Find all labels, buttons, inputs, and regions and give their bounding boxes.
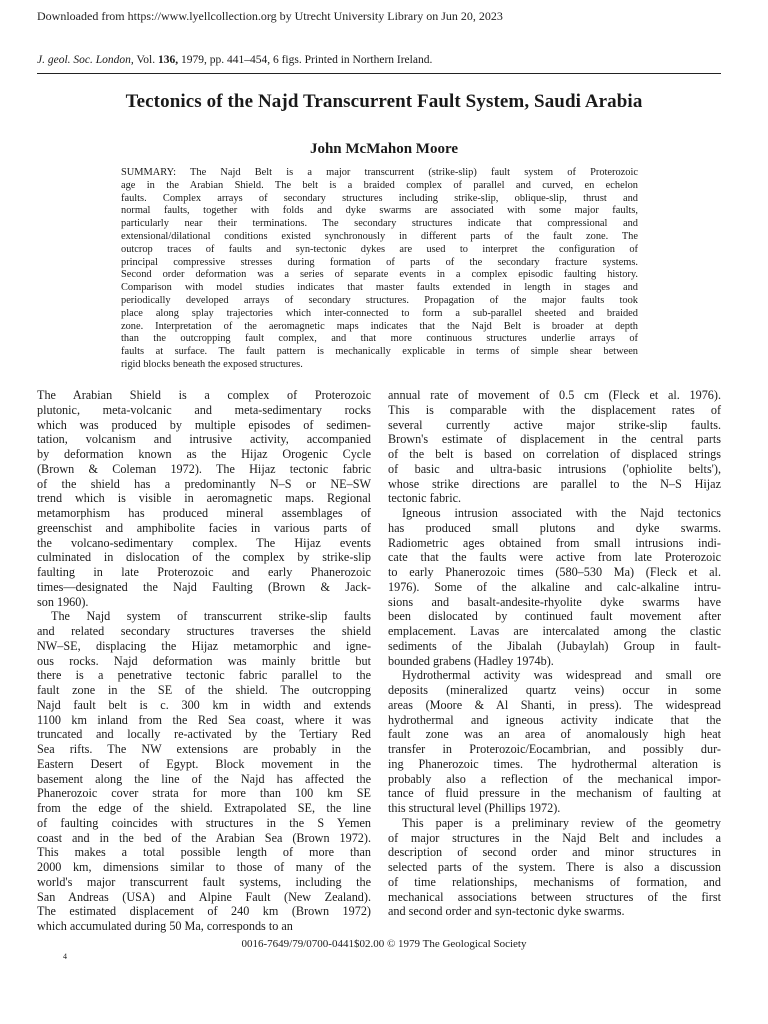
right-column-line: mechanical associations between structures of the first: [388, 889, 721, 904]
left-column-line: culminated in dislocation of the complex by strike-slip: [37, 550, 371, 565]
right-column-line: cate that the faults were active from late Proterozoic: [388, 550, 721, 565]
right-column-line: deposits (mineralized quartz veins) occur in some: [388, 683, 721, 697]
right-column-line: ing Phanerozoic times. The hydrothermal alteration is: [388, 756, 721, 771]
right-column-line: Igneous intrusion associated with the Najd tectonics: [402, 506, 721, 520]
left-column-line: greenschist and amphibolite facies in various parts of: [37, 520, 371, 535]
left-column-line: (Brown & Coleman 1972). The Hijaz tectonic fabric: [37, 461, 371, 476]
left-column-line: metamorphism has produced mineral assemblages of: [37, 506, 371, 520]
article-title: Tectonics of the Najd Transcurrent Fault System, Saudi Arabia: [125, 91, 643, 112]
left-column-line: there is a penetrative tectonic fabric parallel to the: [37, 668, 371, 683]
right-column-line: of basic and ultra-basic intrusions ('ophiolite belts'),: [388, 461, 721, 476]
right-column-line: 1976). Some of the alkaline and calc-alkaline intru-: [388, 579, 721, 594]
summary-line: rigid blocks beneath the exposed structures.: [121, 358, 303, 370]
summary-line: Comparison with model studies indicates that master faults extended in length in stages and: [121, 282, 638, 294]
summary-line: principal compressive stresses during formation of parts of the secondary fracture systems.: [121, 256, 638, 268]
right-column-line: been dislocated by continued fault movement after: [388, 609, 721, 624]
download-notice: Downloaded from https://www.lyellcollection.org by Utrecht University Library on Jun 20, 2023: [37, 9, 503, 23]
summary-line: particularly near their terminations. The secondary structures indicate that compressional and: [121, 218, 638, 230]
summary-block: [121, 167, 638, 372]
journal-citation: [37, 54, 432, 66]
summary-line: than the outcropping fault complex, and that more continuous structures underlie arrays of: [121, 333, 638, 345]
left-column-line: of faulting coincides with structures in the S Yemen: [37, 815, 371, 830]
author-name: John McMahon Moore: [309, 141, 459, 157]
left-column-line: Najd fault belt is c. 300 km in width and extends: [37, 697, 371, 712]
right-column-line: whose strike directions are parallel to the N–S Hijaz: [388, 476, 721, 491]
right-column-line: of time relationships, mechanisms of formation, and: [388, 874, 721, 889]
header-rule: [37, 73, 721, 74]
right-column-line: selected parts of the system. There is also a discussion: [388, 860, 721, 874]
summary-line: place along splay trajectories which inter-connected to form a sub-parallel sheeted and braided: [121, 307, 638, 319]
right-column-line: Radiometric ages obtained from small intrusions indi-: [388, 535, 721, 550]
left-column-line: fault zone in the SE of the shield. The outcropping: [37, 683, 371, 697]
right-column-line: to early Phanerozoic times (580–530 Ma) (Fleck et al.: [388, 565, 721, 579]
left-column-line: The estimated displacement of 240 km (Brown 1972): [37, 904, 371, 919]
left-column-line: faulting in late Proterozoic and early Phanerozoic: [37, 565, 371, 579]
summary-line: outcrop traces of faults and syn-tectonic dykes are used to interpret the configuration of: [121, 243, 638, 255]
left-column-line: the volcano-sedimentary complex. The Hijaz events: [37, 535, 371, 550]
left-column-line: world's major transcurrent fault systems, including the: [37, 874, 371, 889]
right-column-line: annual rate of movement of 0.5 cm (Fleck et al. 1976).: [388, 388, 721, 402]
left-column-line: by deformation known as the Hijaz Orogenic Cycle: [37, 447, 371, 461]
right-column-line: bounded grabens (Hadley 1974b).: [388, 653, 554, 668]
left-column-line: times—designated the Najd Faulting (Brown & Jack-: [37, 579, 371, 594]
right-column-line: sions and basalt-andesite-rhyolite dyke swarms have: [388, 594, 721, 609]
left-column-line: from the edge of the shield. Extrapolated SE, the line: [37, 801, 371, 815]
right-column-line: tectonic fabric.: [388, 491, 462, 506]
left-column-line: tation, volcanism and intrusive activity, accompanied: [37, 432, 371, 447]
right-column-line: probably also a reflection of the mechanical impor-: [388, 771, 721, 786]
left-column-line: basement along the line of the Najd has affected the: [37, 771, 371, 786]
summary-line: faults. Complex arrays of secondary structures including strike-slip, oblique-slip, thrust and: [121, 192, 638, 204]
right-column-line: hydrothermal and igneous activity indicate that the: [388, 712, 721, 727]
right-column-line: of major structures in the Najd Belt and includes a: [388, 830, 721, 845]
left-column-line: ous rocks. Najd deformation was mainly brittle but: [37, 653, 371, 668]
summary-line: normal faults, together with folds and dyke swarms are associated with some major faults,: [121, 205, 638, 217]
right-column-line: sediments of the Jibalah (Jubaylah) Group in fault-: [388, 638, 721, 653]
page-number: 4: [63, 952, 67, 961]
right-column-line: Brown's estimate of displacement in the central parts: [388, 432, 721, 447]
right-column-line: has produced small plutons and dyke swarms.: [388, 520, 721, 535]
left-column-line: Phanerozoic cover strata for more than 100 km SE: [37, 786, 371, 801]
citation-details: 1979, pp. 441–454, 6 figs. Printed in Northern Ireland.: [178, 54, 433, 66]
left-column-line: Eastern Desert of Egypt. Block movement in the: [37, 756, 371, 771]
left-column-line: trend which is visible in aeromagnetic maps. Regional: [37, 491, 371, 506]
left-column-line: which was produced by multiple episodes of sedimen-: [37, 417, 371, 432]
left-column-line: and related secondary structures traverses the shield: [37, 624, 371, 638]
left-column-line: of the shield has a predominantly N–S or NE–SW: [37, 476, 371, 491]
summary-line: zone. Interpretation of the aeromagnetic maps indicates that the Najd Belt is broader at depth: [121, 320, 638, 332]
summary-line: faults at surface. The fault pattern is mechanically explicable in terms of simple shear between: [121, 346, 638, 358]
left-column-line: coast and in the bed of the Arabian Sea (Brown 1972).: [37, 830, 371, 845]
copyright-footer: 0016-7649/79/0700-0441$02.00 © 1979 The Geological Society: [241, 938, 527, 950]
right-column-line: this structural level (Phillips 1972).: [388, 801, 561, 815]
left-column-line: The Arabian Shield is a complex of Proterozoic: [37, 388, 371, 402]
summary-line: SUMMARY: The Najd Belt is a major transcurrent (strike-slip) fault system of Proterozoic: [121, 167, 638, 178]
right-column-line: tance of fluid pressure in the mechanism of faulting at: [388, 786, 721, 801]
right-column-line: description of second order and minor structures in: [388, 845, 721, 860]
summary-line: Second order deformation was a series of separate events in a complex episodic faulting history.: [121, 269, 638, 281]
left-column: [37, 388, 371, 934]
left-column-line: son 1960).: [37, 594, 89, 609]
right-column-line: emplacement. Lavas are intercalated among the clastic: [388, 624, 721, 638]
right-column-line: This paper is a preliminary review of the geometry: [402, 815, 721, 830]
right-column-line: fault zone was an area of anomalously high heat: [388, 727, 721, 742]
left-column-line: which accumulated during 50 Ma, corresponds to an: [37, 919, 293, 933]
left-column-line: San Andreas (USA) and Alpine Fault (New Zealand).: [37, 889, 371, 904]
left-column-line: plutonic, meta-volcanic and meta-sedimentary rocks: [37, 402, 371, 417]
summary-line: age in the Arabian Shield. The belt is a braided complex of parallel and curved, en echelon: [121, 179, 638, 191]
summary-line: extensional/dilational conditions existed synchronously in different parts of the fault zone. The: [121, 230, 638, 242]
summary-line: periodically developed arrays of secondary structures. Propagation of the major faults took: [121, 294, 638, 306]
left-column-line: 1100 km inland from the Red Sea coast, where it was: [37, 712, 371, 727]
volume-prefix: Vol.: [133, 54, 158, 66]
right-column: [388, 388, 721, 919]
right-column-line: areas (Moore & Al Shanti, in press). The widespread: [388, 697, 721, 712]
left-column-line: NW–SE, displacing the Hijaz metamorphic and igne-: [37, 638, 371, 653]
left-column-line: Sea rifts. The NW extensions are probably in the: [37, 742, 371, 756]
volume-number: 136,: [157, 54, 179, 66]
right-column-line: and second order and syn-tectonic dyke swarms.: [388, 904, 625, 919]
left-column-line: truncated and locally re-activated by the Tertiary Red: [37, 727, 371, 742]
right-column-line: several currently active major strike-slip faults.: [388, 417, 721, 432]
left-column-line: 2000 km, dimensions similar to those of many of the: [37, 860, 371, 874]
right-column-line: of the belt is based on correlation of displaced strings: [388, 447, 721, 461]
right-column-line: This is comparable with the displacement rates of: [388, 402, 721, 417]
journal-name: J. geol. Soc. London,: [37, 54, 134, 66]
left-column-line: The Najd system of transcurrent strike-slip faults: [51, 609, 371, 624]
right-column-line: Hydrothermal activity was widespread and small ore: [402, 668, 721, 683]
left-column-line: This makes a total possible length of more than: [37, 845, 371, 860]
right-column-line: transfer in Proterozoic/Eocambrian, and possibly dur-: [388, 742, 721, 756]
